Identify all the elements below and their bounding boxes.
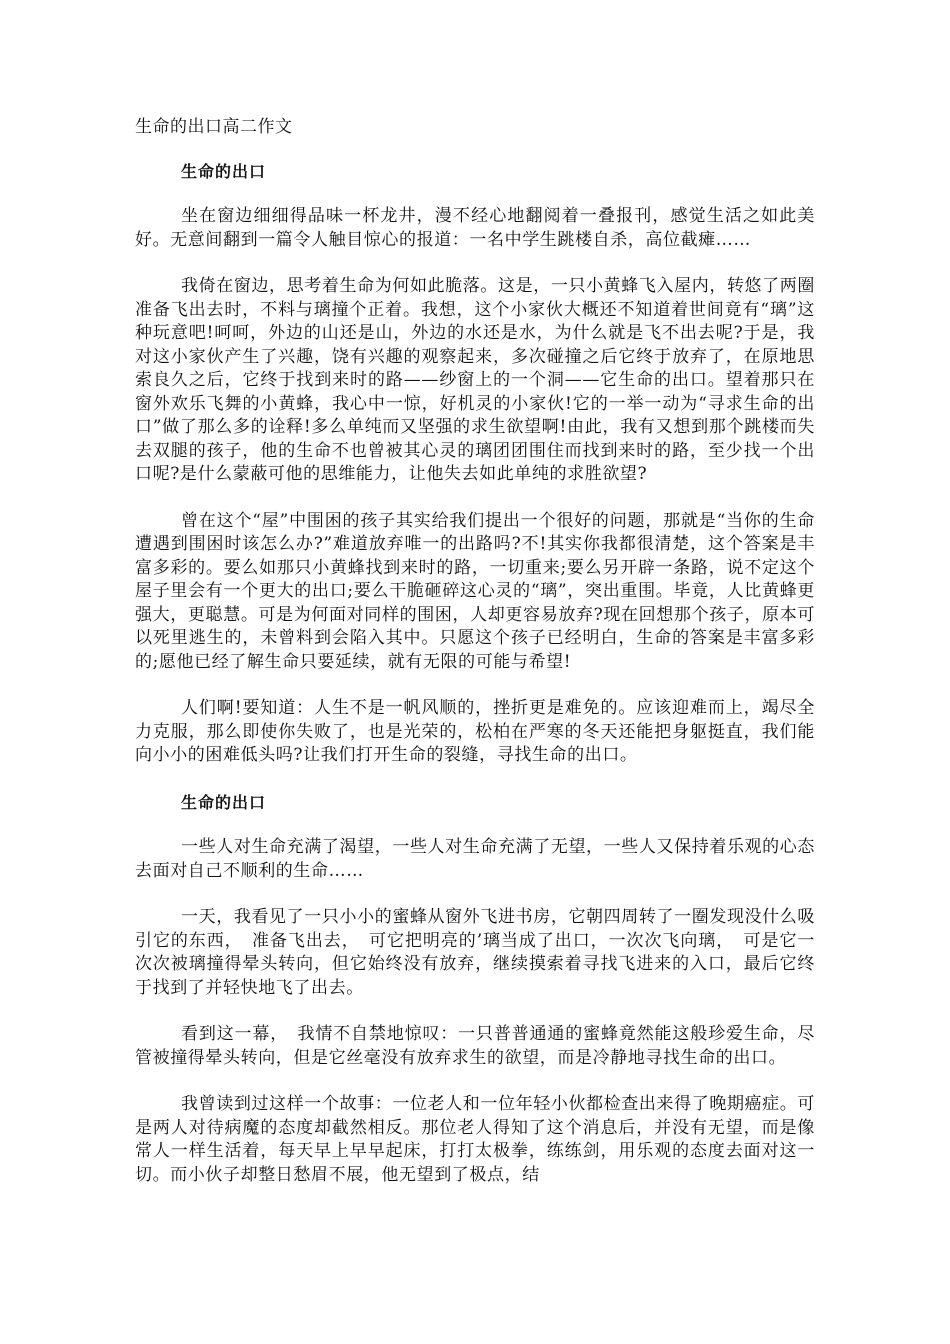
paragraph: 我曾读到过这样一个故事：一位老人和一位年轻小伙都检查出来得了晚期癌症。可是两人对待病魔的态度却截然相反。那位老人得知了这个消息后，并没有无望，而是像常人一样生活着，每天早上早早起床，打打太极拳，练练剑，用乐观的态度去面对这一切。而小伙子却整日愁眉不展，他无望到了极点，结 xyxy=(135,1094,815,1185)
paragraph: 曾在这个“屋”中围困的孩子其实给我们提出一个很好的问题，那就是“当你的生命遭遇到围困时该怎么办?”难道放弃唯一的出路吗?不!其实你我都很清楚，这个答案是丰富多彩的。要么如那只小黄蜂找到来时的路，一切重来;要么另开辟一条路，说不定这个屋子里会有一个更大的出口;要么干脆砸碎这心灵的“璃”，突出重围。毕竟，人比黄蜂更强大，更聪慧。可是为何面对同样的围困，人却更容易放弃?现在回想那个孩子，原本可以死里逃生的，未曾料到会陷入其中。只愿这个孩子已经明白，生命的答案是丰富多彩的;愿他已经了解生命只要延续，就有无限的可能与希望! xyxy=(135,510,815,672)
section-heading: 生命的出口 xyxy=(181,792,267,812)
paragraph: 一天，我看见了一只小小的蜜蜂从窗外飞进书房，它朝四周转了一圈发现没什么吸引它的东西， 准备飞出去， 可它把明亮的’璃当成了出口，一次次飞向璃， 可是它一次次被璃撞得晕头转向，但它始终没有放弃，继续摸索着寻找飞进来的入口，最后它终于找到了并轻快地飞了出去。 xyxy=(135,907,815,998)
paragraph: 我倚在窗边，思考着生命为何如此脆落。这是，一只小黄蜂飞入屋内，转悠了两圈准备飞出去时，不料与璃撞个正着。我想，这个小家伙大概还不知道着世间竟有“璃”这种玩意吧!呵呵，外边的山还是山，外边的水还是水，为什么就是飞不出去呢?于是，我对这小家伙产生了兴趣，饶有兴趣的观察起来，多次碰撞之后它终于放弃了，在原地思索良久之后，它终于找到来时的路——纱窗上的一个洞——它生命的出口。望着那只在窗外欢乐飞舞的小黄蜂，我心中一惊，好机灵的小家伙!它的一举一动为“寻求生命的出口”做了那么多的诠释!多么单纯而又坚强的求生欲望啊!由此，我有又想到那个跳楼而失去双腿的孩子，他的生命不也曾被其心灵的璃团团围住而找到来时的路，至少找一个出口呢?是什么蒙蔽可他的思维能力，让他失去如此单纯的求胜欲望? xyxy=(135,276,815,484)
document-title: 生命的出口高二作文 xyxy=(135,117,293,137)
section-heading: 生命的出口 xyxy=(181,161,267,181)
paragraph: 坐在窗边细细得品味一杯龙井，漫不经心地翻阅着一叠报刊，感觉生活之如此美好。无意间翻到一篇令人触目惊心的报道：一名中学生跳楼自杀，高位截瘫…… xyxy=(135,206,815,250)
paragraph: 人们啊!要知道：人生不是一帆风顺的，挫折更是难免的。应该迎难而上，竭尽全力克服，那么即使你失败了，也是光荣的，松柏在严寒的冬天还能把身躯挺直，我们能向小小的困难低头吗?让我们打开生命的裂缝，寻找生命的出口。 xyxy=(135,698,815,765)
paragraph: 看到这一幕， 我情不自禁地惊叹：一只普普通通的蜜蜂竟然能这般珍爱生命，尽管被撞得晕头转向，但是它丝毫没有放弃求生的欲望，而是冷静地寻找生命的出口。 xyxy=(135,1024,815,1068)
document-body xyxy=(135,116,815,1210)
paragraph: 一些人对生命充满了渴望，一些人对生命充满了无望，一些人又保持着乐观的心态去面对自己不顺利的生命…… xyxy=(135,837,815,881)
